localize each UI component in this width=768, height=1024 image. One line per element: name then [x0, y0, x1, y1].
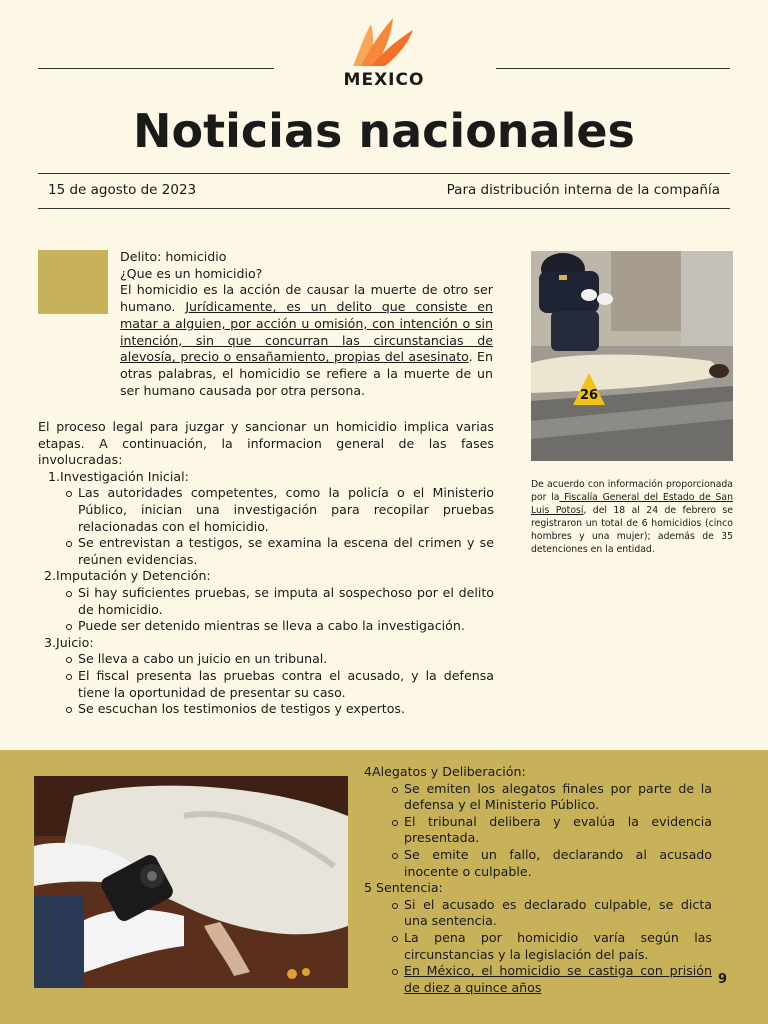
step-list [78, 651, 494, 717]
process-continued-section [364, 764, 712, 996]
list-item: Si el acusado es declarado culpable, se dicta una sentencia. [404, 896, 712, 929]
forensic-photo [34, 776, 348, 988]
list-item: Puede ser detenido mientras se lleva a cabo la investigación. [78, 618, 494, 635]
logo [334, 12, 434, 92]
list-item: Se emiten los alegatos finales por parte de la defensa y el Ministerio Público. [404, 780, 712, 813]
question-heading: ¿Que es un homicidio? [120, 265, 263, 281]
divider [496, 68, 730, 69]
penalty-link[interactable]: En México, el homicidio se castiga con prisión de diez a quince años [404, 963, 712, 995]
list-item: La pena por homicidio varía según las circunstancias y la legislación del país. [404, 929, 712, 962]
list-item: Se escuchan los testimonios de testigos y expertos. [78, 701, 494, 718]
caption-text-end: , del 18 al 24 de febrero se registraron un total de 6 homicidios (cinco hombres y una mujer); además de 35 detenciones en la entidad. [531, 505, 733, 555]
decorative-square [38, 250, 108, 314]
step-list [404, 781, 712, 881]
list-item: Se entrevistan a testigos, se examina la escena del crimen y se reúnen evidencias. [78, 535, 494, 567]
step-list [78, 585, 494, 635]
distribution-note: Para distribución interna de la compañía [446, 182, 720, 198]
step-list [78, 485, 494, 568]
divider [38, 68, 274, 69]
step-list [404, 897, 712, 997]
list-item: Las autoridades competentes, como la policía o el Ministerio Público, inician una investigación para recopilar pruebas relacionadas con el homicidio. [78, 485, 494, 534]
step-title: 1.Investigación Inicial: [48, 468, 189, 484]
photo-caption [531, 478, 733, 556]
legal-definition-link[interactable]: Jurídicamente, es un delito que consiste en matar a alguien, por acción u omisión, con intención o sin intención, sin que concurran las circunstancias de alevosía, precio o ensañamiento, propias del asesinato [120, 299, 493, 365]
definition-paragraph [120, 282, 493, 399]
step-title: 5 Sentencia: [364, 880, 443, 896]
list-item [404, 963, 712, 996]
issue-date: 15 de agosto de 2023 [48, 182, 197, 198]
divider [38, 208, 730, 209]
list-item: El fiscal presenta las pruebas contra el acusado, y la defensa tiene la oportunidad de presentar su caso. [78, 667, 494, 700]
list-item: El tribunal delibera y evalúa la evidencia presentada. [404, 813, 712, 846]
step-title: 3.Juicio: [44, 634, 94, 650]
divider [38, 173, 730, 174]
step-title: 2.Imputación y Detención: [44, 568, 211, 584]
definition-text: El homicidio es la acción de causar la muerte de otro ser humano. [120, 282, 493, 315]
process-intro: El proceso legal para juzgar y sancionar un homicidio implica varias etapas. A continuación, la informacion general de las fases involucradas: [38, 419, 494, 468]
list-item: Se lleva a cabo un juicio en un tribunal. [78, 651, 494, 668]
logo-wings-icon [349, 12, 419, 68]
crime-label: Delito: homicidio [120, 249, 227, 264]
intro-section [120, 249, 493, 399]
crime-scene-photo [531, 251, 733, 461]
list-item: Se emite un fallo, declarando al acusado inocente o culpable. [404, 846, 712, 879]
process-section [38, 419, 494, 718]
evidence-marker-label: 26 [579, 388, 599, 403]
page-number: 9 [718, 972, 728, 987]
page-title: Noticias nacionales [133, 104, 635, 158]
definition-text-end: . En otras palabras, el homicidio se refiere a la muerte de un ser humano causada por otra persona. [120, 349, 493, 398]
logo-text: MEXICO [343, 70, 425, 90]
list-item: Si hay suficientes pruebas, se imputa al sospechoso por el delito de homicidio. [78, 584, 494, 617]
fiscalia-link[interactable]: Fiscalía General del Estado de San Luis Potosí [531, 492, 733, 516]
caption-text: De acuerdo con información proporcionada por la [531, 479, 733, 503]
step-title: 4Alegatos y Deliberación: [364, 764, 526, 779]
